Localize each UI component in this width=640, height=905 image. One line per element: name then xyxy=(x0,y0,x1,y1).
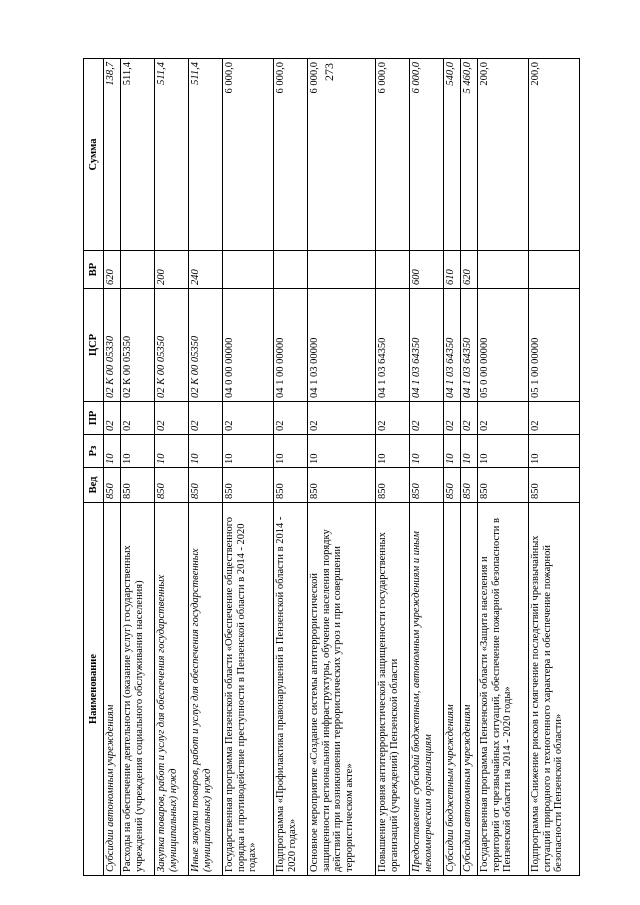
cell-csr: 02 К 00 05350 xyxy=(189,289,223,402)
table-row xyxy=(444,59,461,876)
cell-pr: 02 xyxy=(308,402,376,435)
page-number: 273 xyxy=(322,63,336,81)
cell-vr: 620 xyxy=(461,251,478,289)
cell-vr: 600 xyxy=(410,251,444,289)
cell-name: Подпрограмма «Снижение рисков и смягчение последствий чрезвычайных ситуаций природного и техногенного характера и обеспечение пожарной безопасности Пензенской области» xyxy=(529,503,580,876)
cell-name: Государственная программа Пензенской области «Защита населения и территорий от чрезвычайных ситуаций, обеспечение пожарной безопасности в Пензенской области на 2014 - 2020 годы» xyxy=(478,503,529,876)
cell-rz: 10 xyxy=(376,435,410,468)
cell-ved: 850 xyxy=(478,468,529,503)
cell-name: Государственная программа Пензенской области «Обеспечение общественного порядка и противодействие преступности в Пензенской области в 2014 - 2020 годах» xyxy=(223,503,274,876)
cell-ved: 850 xyxy=(104,468,121,503)
cell-csr: 04 1 03 64350 xyxy=(444,289,461,402)
col-header-rz: Рз xyxy=(84,435,104,468)
cell-sum: 200,0 xyxy=(529,59,580,251)
cell-rz: 10 xyxy=(308,435,376,468)
table-row xyxy=(274,59,308,876)
cell-ved: 850 xyxy=(274,468,308,503)
cell-csr: 02 К 00 05350 xyxy=(121,289,155,402)
cell-rz: 10 xyxy=(189,435,223,468)
cell-vr: 200 xyxy=(155,251,189,289)
cell-sum: 6 000,0 xyxy=(223,59,274,251)
table-row xyxy=(461,59,478,876)
col-header-pr: ПР xyxy=(84,402,104,435)
cell-vr xyxy=(121,251,155,289)
cell-vr xyxy=(274,251,308,289)
cell-name: Предоставление субсидий бюджетным, автономным учреждениям и иным некоммерческим организациям xyxy=(410,503,444,876)
cell-pr: 02 xyxy=(104,402,121,435)
cell-name: Подпрограмма «Профилактика правонарушений в Пензенской области в 2014 - 2020 годах» xyxy=(274,503,308,876)
cell-csr: 04 1 03 64350 xyxy=(461,289,478,402)
cell-vr xyxy=(529,251,580,289)
col-header-csr: ЦСР xyxy=(84,289,104,402)
table-row xyxy=(478,59,529,876)
cell-pr: 02 xyxy=(223,402,274,435)
cell-name: Субсидии автономным учреждениям xyxy=(461,503,478,876)
cell-csr: 02 К 00 05330 xyxy=(104,289,121,402)
cell-vr xyxy=(223,251,274,289)
cell-sum: 6 000,0 xyxy=(376,59,410,251)
cell-csr: 05 0 00 00000 xyxy=(478,289,529,402)
cell-ved: 850 xyxy=(223,468,274,503)
cell-vr: 610 xyxy=(444,251,461,289)
cell-name: Повышение уровня антитеррористической защищенности государственных организаций (учреждений) Пензенской области xyxy=(376,503,410,876)
table-header-row xyxy=(84,59,104,876)
cell-sum: 511,4 xyxy=(189,59,223,251)
table-row xyxy=(189,59,223,876)
cell-ved: 850 xyxy=(410,468,444,503)
cell-name: Закупка товаров, работ и услуг для обеспечения государственных (муниципальных) нужд xyxy=(155,503,189,876)
cell-sum: 6 000,0 xyxy=(410,59,444,251)
table-row xyxy=(155,59,189,876)
cell-vr xyxy=(308,251,376,289)
cell-rz: 10 xyxy=(104,435,121,468)
cell-sum: 200,0 xyxy=(478,59,529,251)
cell-rz: 10 xyxy=(223,435,274,468)
cell-rz: 10 xyxy=(444,435,461,468)
cell-vr xyxy=(478,251,529,289)
budget-table-rotated xyxy=(83,59,564,876)
cell-ved: 850 xyxy=(376,468,410,503)
cell-pr: 02 xyxy=(274,402,308,435)
cell-csr: 04 1 03 64350 xyxy=(376,289,410,402)
cell-name: Субсидии автономным учреждениям xyxy=(104,503,121,876)
cell-ved: 850 xyxy=(189,468,223,503)
cell-sum: 5 460,0 xyxy=(461,59,478,251)
cell-ved: 850 xyxy=(444,468,461,503)
cell-rz: 10 xyxy=(461,435,478,468)
cell-rz: 10 xyxy=(478,435,529,468)
cell-sum: 6 000,0 xyxy=(274,59,308,251)
col-header-ved: Вед xyxy=(84,468,104,503)
cell-sum: 511,4 xyxy=(155,59,189,251)
cell-rz: 10 xyxy=(529,435,580,468)
col-header-sum: Сумма xyxy=(84,59,104,251)
col-header-vr: ВР xyxy=(84,251,104,289)
cell-rz: 10 xyxy=(274,435,308,468)
table-row xyxy=(121,59,155,876)
cell-ved: 850 xyxy=(308,468,376,503)
col-header-name: Наименование xyxy=(84,503,104,876)
budget-table xyxy=(83,58,580,876)
cell-rz: 10 xyxy=(410,435,444,468)
cell-name: Субсидии бюджетным учреждениям xyxy=(444,503,461,876)
cell-vr xyxy=(376,251,410,289)
cell-csr: 04 1 03 00000 xyxy=(308,289,376,402)
cell-ved: 850 xyxy=(461,468,478,503)
cell-rz: 10 xyxy=(121,435,155,468)
cell-pr: 02 xyxy=(410,402,444,435)
table-row xyxy=(104,59,121,876)
cell-ved: 850 xyxy=(121,468,155,503)
cell-sum: 511,4 xyxy=(121,59,155,251)
cell-vr: 620 xyxy=(104,251,121,289)
cell-csr: 02 К 00 05350 xyxy=(155,289,189,402)
cell-pr: 02 xyxy=(461,402,478,435)
cell-ved: 850 xyxy=(529,468,580,503)
cell-rz: 10 xyxy=(155,435,189,468)
cell-pr: 02 xyxy=(155,402,189,435)
cell-pr: 02 xyxy=(189,402,223,435)
cell-csr: 04 1 00 00000 xyxy=(274,289,308,402)
cell-pr: 02 xyxy=(478,402,529,435)
cell-sum: 138,7 xyxy=(104,59,121,251)
cell-csr: 04 1 03 64350 xyxy=(410,289,444,402)
table-row xyxy=(529,59,580,876)
cell-vr: 240 xyxy=(189,251,223,289)
cell-pr: 02 xyxy=(376,402,410,435)
cell-pr: 02 xyxy=(529,402,580,435)
cell-name: Основное мероприятие «Создание системы антитеррористической защищенности региональной инфраструктуры, обучение населения порядку действий при возникновении террористических угроз и при совершении террористическом акте» xyxy=(308,503,376,876)
cell-pr: 02 xyxy=(444,402,461,435)
cell-ved: 850 xyxy=(155,468,189,503)
cell-csr: 05 1 00 00000 xyxy=(529,289,580,402)
cell-sum: 540,0 xyxy=(444,59,461,251)
cell-csr: 04 0 00 00000 xyxy=(223,289,274,402)
table-row xyxy=(376,59,410,876)
table-row xyxy=(308,59,376,876)
table-row xyxy=(223,59,274,876)
cell-name: Иные закупки товаров, работ и услуг для обеспечения государственных (муниципальных) нужд xyxy=(189,503,223,876)
cell-pr: 02 xyxy=(121,402,155,435)
table-body xyxy=(104,59,580,876)
cell-sum: 6 000,0 xyxy=(308,59,376,251)
table-row xyxy=(410,59,444,876)
cell-name: Расходы на обеспечение деятельности (оказание услуг) государственных учреждений (учреждения социального обслуживания населения) xyxy=(121,503,155,876)
